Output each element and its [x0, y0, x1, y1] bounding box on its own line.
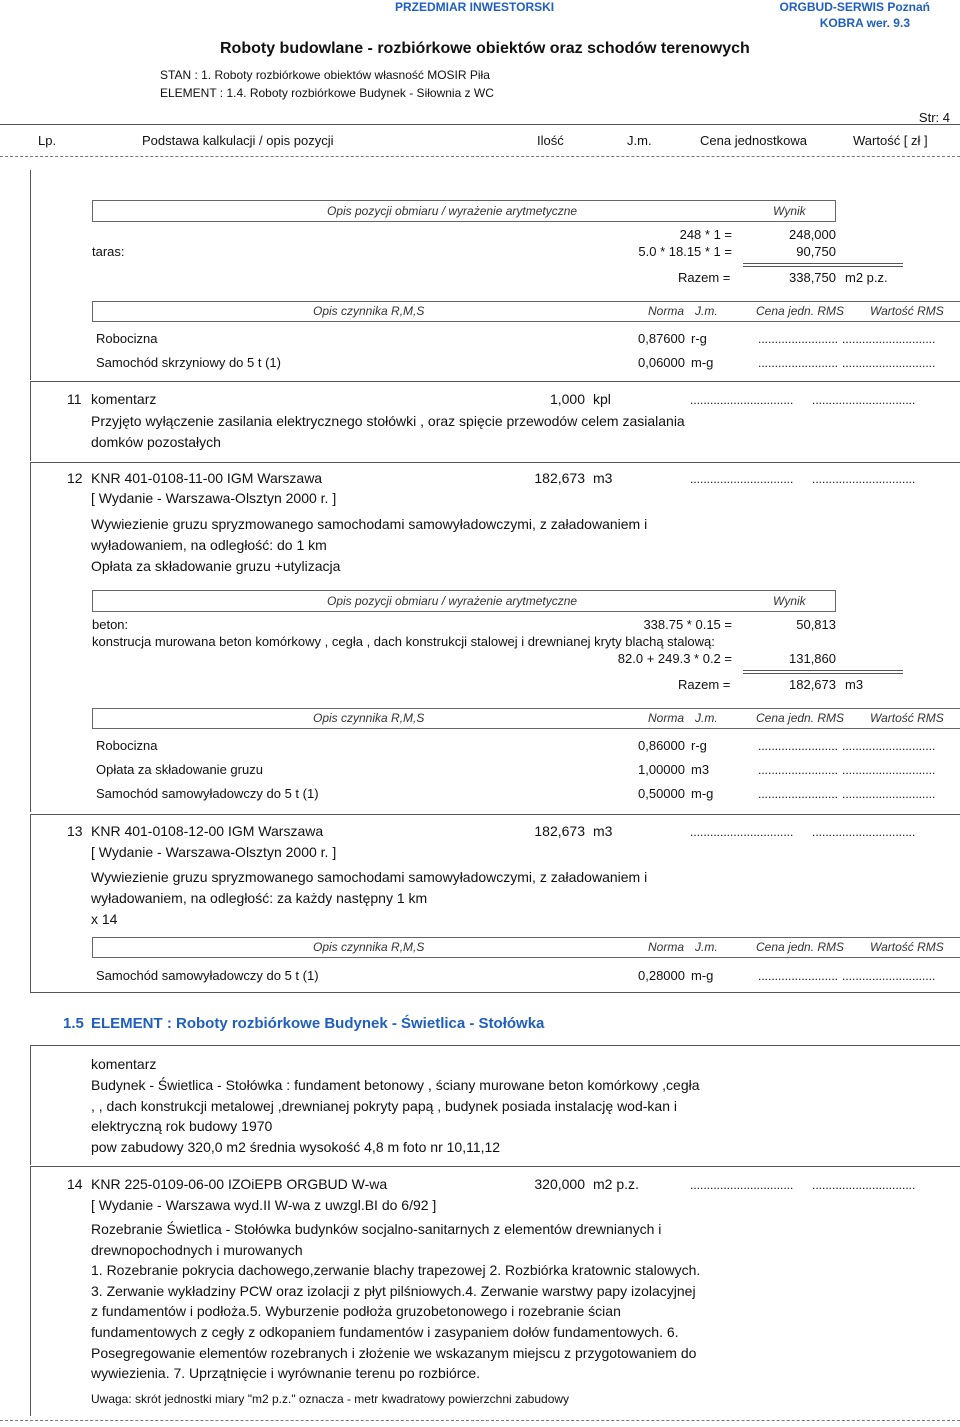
- factor-name: Samochód samowyładowczy do 5 t (1): [96, 968, 319, 983]
- col-qty: Ilość: [537, 133, 564, 148]
- factor-value: ............................: [842, 969, 936, 983]
- element-number: 1.5: [63, 1015, 84, 1032]
- item-price: ...............................: [690, 1178, 794, 1192]
- factor-price: ........................: [758, 356, 839, 370]
- factor-value: ............................: [842, 763, 936, 777]
- item-desc: Przyjęto wyłączenie zasilania elektrycznego stołówki , oraz spięcie przewodów celem zasialania: [91, 413, 685, 429]
- measure-expr: 5.0 * 18.15 * 1 =: [638, 244, 732, 259]
- factor-norm: 0,50000: [638, 786, 685, 801]
- item-desc: 3. Zerwanie wykładziny PCW oraz izolacji z płyt pilśniowych.4. Zerwanie warstwy papy izolacyjnej: [91, 1283, 696, 1299]
- factor-value: ............................: [842, 739, 936, 753]
- item-desc: 1. Rozebranie pokrycia dachowego,zerwanie blachy trapezowej 2. Rozbiórka kratownic stalowych.: [91, 1262, 701, 1278]
- element-title: ELEMENT : Roboty rozbiórkowe Budynek - Świetlica - Stołówka: [91, 1015, 545, 1032]
- factor-header-unit: J.m.: [695, 711, 718, 725]
- factor-unit: m-g: [691, 355, 714, 370]
- item-desc: Wywiezienie gruzu spryzmowanego samochodami samowyładowczymi, z załadowaniem i: [91, 516, 648, 532]
- col-unit: J.m.: [627, 133, 652, 148]
- factor-norm: 0,86000: [638, 738, 685, 753]
- measure-header-desc: Opis pozycji obmiaru / wyrażenie arytmetyczne: [327, 594, 578, 608]
- stan-line: STAN : 1. Roboty rozbiórkowe obiektów własność MOSIR Piła: [160, 68, 490, 82]
- sum-value: 182,673: [789, 677, 836, 692]
- factor-price: ........................: [758, 763, 839, 777]
- software-version: KOBRA wer. 9.3: [819, 16, 910, 30]
- measure-header-result: Wynik: [773, 594, 806, 608]
- item-desc: fundamentowych z cegły z odkopaniem fundamentów i zasypaniem dołów fundamentowych. 6.: [91, 1324, 679, 1340]
- factor-header-price: Cena jedn. RMS: [756, 304, 845, 318]
- factor-header-desc: Opis czynnika R,M,S: [313, 711, 425, 725]
- element-line: ELEMENT : 1.4. Roboty rozbiórkowe Budynek - Siłownia z WC: [160, 86, 494, 100]
- item-source: [ Wydanie - Warszawa-Olsztyn 2000 r. ]: [91, 490, 337, 506]
- factor-price: ........................: [758, 969, 839, 983]
- col-basis: Podstawa kalkulacji / opis pozycji: [142, 133, 334, 148]
- measure-expr: 82.0 + 249.3 * 0.2 =: [617, 651, 732, 666]
- item-desc: wyładowaniem, na odległość: za każdy następny 1 km: [91, 890, 428, 906]
- factor-norm: 0,06000: [638, 355, 685, 370]
- factor-name: Samochód skrzyniowy do 5 t (1): [96, 355, 281, 370]
- item-desc: wyładowaniem, na odległość: do 1 km: [91, 537, 327, 553]
- factor-norm: 1,00000: [638, 762, 685, 777]
- factor-value: ............................: [842, 332, 936, 346]
- factor-header-desc: Opis czynnika R,M,S: [313, 304, 425, 318]
- factor-header-norm: Norma: [648, 304, 685, 318]
- factor-unit: m3: [691, 762, 710, 777]
- company-name: ORGBUD-SERWIS Poznań: [779, 0, 930, 14]
- page-number: Str: 4: [918, 110, 950, 125]
- item-source: [ Wydanie - Warszawa wyd.II W-wa z uwzgl.BI do 6/92 ]: [91, 1197, 437, 1213]
- sum-value: 338,750: [789, 270, 836, 285]
- item-source: [ Wydanie - Warszawa-Olsztyn 2000 r. ]: [91, 844, 337, 860]
- factor-name: Robocizna: [96, 738, 158, 753]
- item-number: 13: [67, 823, 83, 839]
- item-price: ...............................: [690, 393, 794, 407]
- item-basis: komentarz: [91, 391, 157, 407]
- factor-value: ............................: [842, 787, 936, 801]
- measure-result: 131,860: [789, 651, 836, 666]
- measure-expr: 248 * 1 =: [679, 227, 732, 242]
- sum-unit: m2 p.z.: [845, 270, 888, 285]
- item-desc: Opłata za składowanie gruzu +utylizacja: [91, 558, 341, 574]
- item-desc: x 14: [91, 911, 118, 927]
- item-qty: 1,000: [549, 391, 585, 407]
- measure-result: 90,750: [796, 244, 836, 259]
- item-value: ...............................: [812, 825, 916, 839]
- sum-label: Razem =: [678, 677, 731, 692]
- col-value: Wartość [ zł ]: [853, 133, 928, 148]
- factor-price: ........................: [758, 787, 839, 801]
- factor-name: Robocizna: [96, 331, 158, 346]
- item-value: ...............................: [812, 1178, 916, 1192]
- item-basis: KNR 225-0109-06-00 IZOiEPB ORGBUD W-wa: [91, 1176, 388, 1192]
- item-basis: KNR 401-0108-11-00 IGM Warszawa: [91, 470, 323, 486]
- comment-text: Budynek - Świetlica - Stołówka : fundament betonowy , ściany murowane beton komórkowy ,cegła: [91, 1077, 700, 1093]
- document-title: Roboty budowlane - rozbiórkowe obiektów oraz schodów terenowych: [220, 40, 750, 57]
- factor-header-value: Wartość RMS: [870, 711, 944, 725]
- item-unit: m3: [593, 470, 613, 486]
- item-qty: 320,000: [534, 1176, 585, 1192]
- item-qty: 182,673: [534, 823, 585, 839]
- measure-result: 50,813: [796, 617, 836, 632]
- item-number: 14: [67, 1176, 83, 1192]
- factor-norm: 0,28000: [638, 968, 685, 983]
- item-basis: KNR 401-0108-12-00 IGM Warszawa: [91, 823, 324, 839]
- factor-name: Samochód samowyładowczy do 5 t (1): [96, 786, 319, 801]
- item-desc: z fundamentów i podłoża.5. Wyburzenie podłoża gruzobetonowego i rozebranie ścian: [91, 1303, 621, 1319]
- factor-norm: 0,87600: [638, 331, 685, 346]
- sum-label: Razem =: [678, 270, 731, 285]
- factor-header-norm: Norma: [648, 940, 685, 954]
- measure-header-result: Wynik: [773, 204, 806, 218]
- col-unit-price: Cena jednostkowa: [700, 133, 807, 148]
- factor-name: Opłata za składowanie gruzu: [96, 762, 263, 777]
- factor-header-norm: Norma: [648, 711, 685, 725]
- item-desc: wywiezienia. 7. Uprzątnięcie i wyrównanie terenu po rozbiórce.: [91, 1365, 481, 1381]
- item-price: ...............................: [690, 825, 794, 839]
- factor-price: ........................: [758, 332, 839, 346]
- comment-text: , , dach konstrukcji metalowej ,drewnianej pokryty papą , budynek posiada instalację wod-kan i: [91, 1098, 677, 1114]
- factor-header-price: Cena jedn. RMS: [756, 711, 845, 725]
- item-desc: Rozebranie Świetlica - Stołówka budynków socjalno-sanitarnych z elementów drewnianych i: [91, 1221, 662, 1237]
- item-qty: 182,673: [534, 470, 585, 486]
- measure-label: beton:: [92, 617, 129, 632]
- item-unit: m2 p.z.: [593, 1176, 639, 1192]
- item-unit: kpl: [593, 391, 611, 407]
- comment-text: elektryczną rok budowy 1970: [91, 1118, 273, 1134]
- factor-header-unit: J.m.: [695, 940, 718, 954]
- col-lp: Lp.: [38, 133, 57, 148]
- factor-unit: r-g: [691, 738, 707, 753]
- factor-unit: r-g: [691, 331, 707, 346]
- measure-result: 248,000: [789, 227, 836, 242]
- doc-type: PRZEDMIAR INWESTORSKI: [395, 0, 555, 14]
- item-unit: m3: [593, 823, 613, 839]
- measure-header-desc: Opis pozycji obmiaru / wyrażenie arytmetyczne: [327, 204, 578, 218]
- factor-header-value: Wartość RMS: [870, 940, 944, 954]
- item-value: ...............................: [812, 393, 916, 407]
- measure-expr: 338.75 * 0.15 =: [643, 617, 732, 632]
- factor-unit: m-g: [691, 786, 714, 801]
- factor-header-value: Wartość RMS: [870, 304, 944, 318]
- factor-value: ............................: [842, 356, 936, 370]
- factor-price: ........................: [758, 739, 839, 753]
- measure-label: taras:: [92, 244, 125, 259]
- factor-header-desc: Opis czynnika R,M,S: [313, 940, 425, 954]
- measure-label: konstrucja murowana beton komórkowy , cegła , dach konstrukcji stalowej i drewnianej kryty blachą stalową:: [92, 634, 715, 649]
- item-price: ...............................: [690, 472, 794, 486]
- item-desc: domków pozostałych: [91, 434, 221, 450]
- item-desc: Wywiezienie gruzu spryzmowanego samochodami samowyładowczymi, z załadowaniem i: [91, 869, 648, 885]
- factor-unit: m-g: [691, 968, 714, 983]
- item-value: ...............................: [812, 472, 916, 486]
- factor-header-price: Cena jedn. RMS: [756, 940, 845, 954]
- item-number: 11: [67, 391, 82, 407]
- item-number: 12: [67, 470, 83, 486]
- sum-unit: m3: [845, 677, 864, 692]
- item-desc: drewnopochodnych i murowanych: [91, 1242, 303, 1258]
- factor-header-unit: J.m.: [695, 304, 718, 318]
- comment-text: pow zabudowy 320,0 m2 średnia wysokość 4,8 m foto nr 10,11,12: [91, 1139, 501, 1155]
- item-desc: Posegregowanie elementów rozebranych i złożenie we wskazanym miejscu z przygotowaniem do: [91, 1345, 697, 1361]
- comment-label: komentarz: [91, 1056, 157, 1072]
- item-note: Uwaga: skrót jednostki miary "m2 p.z." oznacza - metr kwadratowy powierzchni zabudowy: [91, 1392, 570, 1406]
